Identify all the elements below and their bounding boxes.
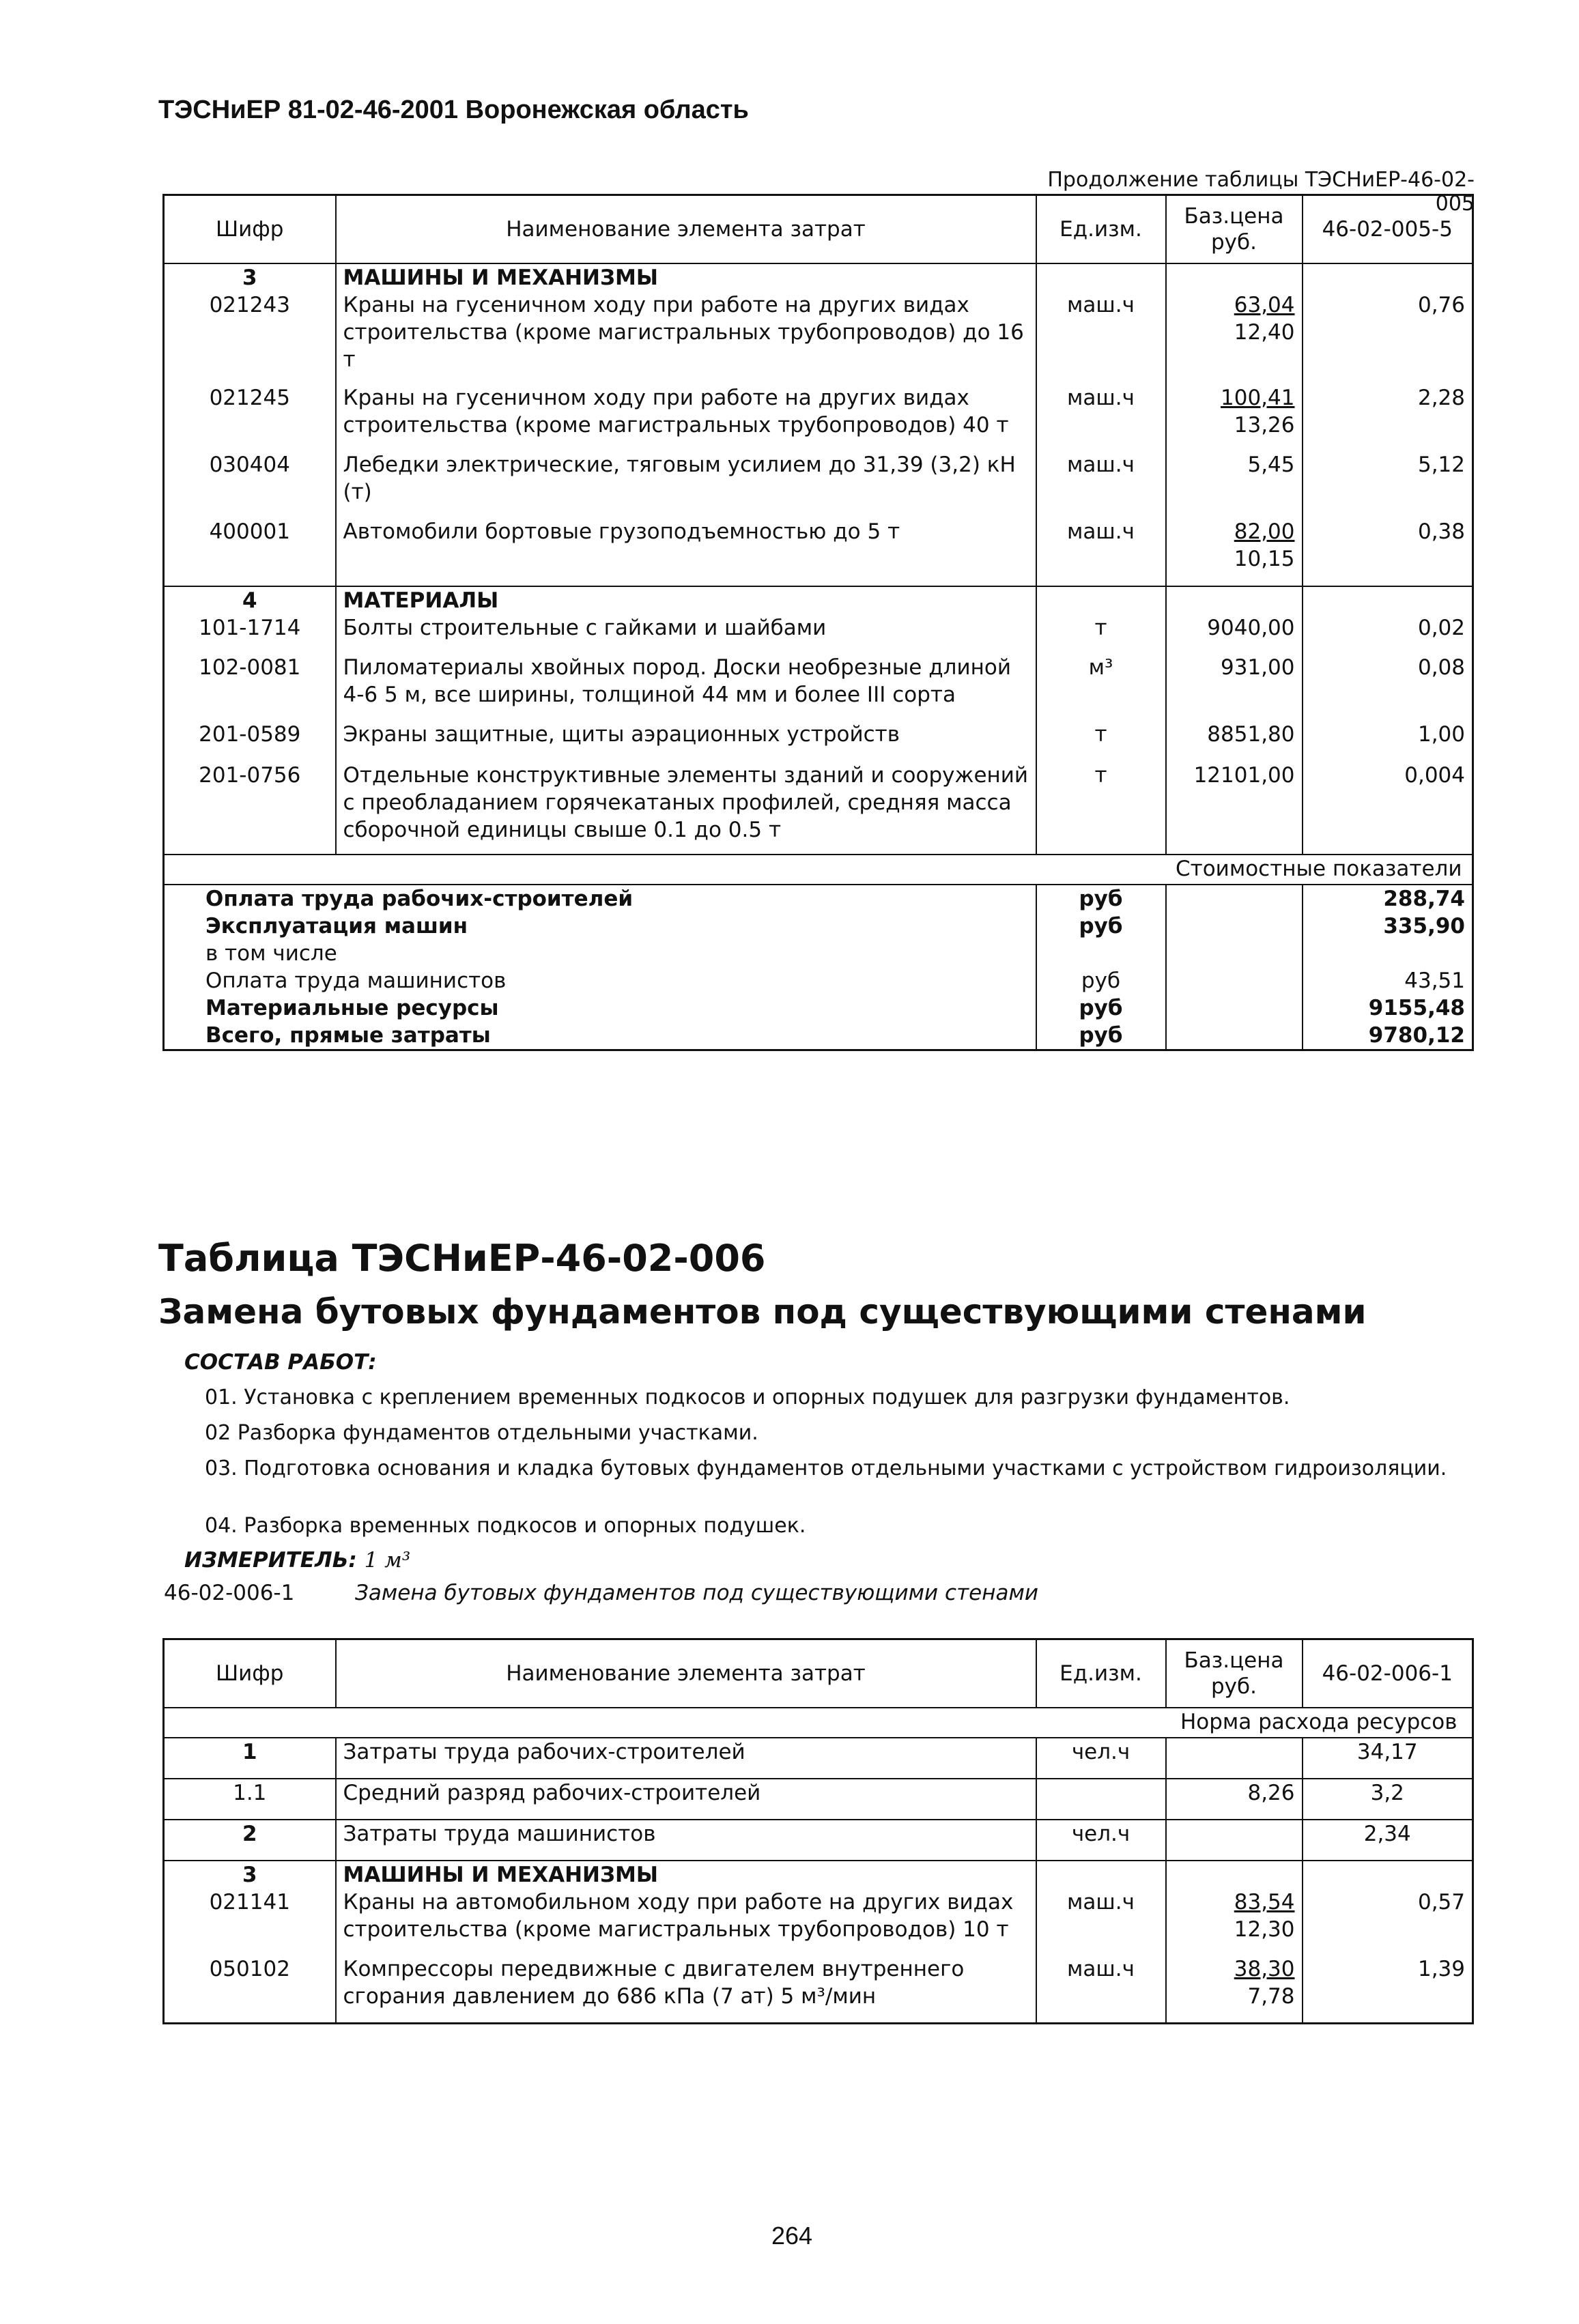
- cost-row: Эксплуатация машин руб 335,90: [164, 913, 1473, 940]
- section-row: [164, 1861, 1473, 1889]
- section-row: [164, 263, 1473, 291]
- meter-value: 1 м³: [364, 1548, 411, 1573]
- cost-row: Оплата труда рабочих-строителей руб 288,74: [164, 885, 1473, 913]
- work-item: 02 Разборка фундаментов отдельными участками.: [205, 1421, 758, 1445]
- document-header: ТЭСНиЕР 81-02-46-2001 Воронежская область: [158, 96, 749, 124]
- meter: [184, 1548, 410, 1573]
- cost-row: Всего, прямые затраты руб 9780,12: [164, 1022, 1473, 1050]
- section-title: МАШИНЫ И МЕХАНИЗМЫ: [336, 1861, 1036, 1889]
- table-row: 400001 Автомобили бортовые грузоподъемностью до 5 т маш.ч 82,00 10,15 0,38: [164, 518, 1473, 586]
- table-46-02-006: [162, 1638, 1474, 2024]
- section-number: 3: [242, 265, 257, 290]
- cost-caption-row: [164, 855, 1473, 885]
- norm-name: Замена бутовых фундаментов под существующими стенами: [355, 1581, 1039, 1605]
- work-item: 03. Подготовка основания и кладка бутовых фундаментов отдельными участками с устройством гидроизоляции.: [205, 1457, 1447, 1480]
- table-row: 021141 Краны на автомобильном ходу при работе на других видах строительства (кроме магистральных трубопроводов) 10 т маш.ч 83,54 12,30 0,57: [164, 1889, 1473, 1955]
- table-row: 050102 Компрессоры передвижные с двигателем внутреннего сгорания давлением до 686 кПа (7 ат) 5 м³/мин маш.ч 38,30 7,78 1,39: [164, 1955, 1473, 2024]
- page-number: 264: [771, 2222, 813, 2250]
- table-row: 021243 Краны на гусеничном ходу при работе на других видах строительства (кроме магистральных трубопроводов) до 16 т маш.ч 63,04 12,40 0,76: [164, 291, 1473, 384]
- section-number: 4: [242, 588, 257, 613]
- work-item: 01. Установка с креплением временных подкосов и опорных подушек для разгрузки фундаментов.: [205, 1386, 1290, 1409]
- section-title: МАШИНЫ И МЕХАНИЗМЫ: [336, 263, 1036, 291]
- cost-caption: Стоимостные показатели: [1176, 856, 1462, 881]
- table-row: 2 Затраты труда машинистов чел.ч 2,34: [164, 1820, 1473, 1861]
- table-subtitle: Замена бутовых фундаментов под существующими стенами: [158, 1292, 1367, 1332]
- continuation-caption: Продолжение таблицы ТЭСНиЕР-46-02-005: [1047, 168, 1475, 216]
- table-row: 030404 Лебедки электрические, тяговым усилием до 31,39 (3,2) кН (т) маш.ч 5,45 5,12: [164, 451, 1473, 518]
- table-row: 021245 Краны на гусеничном ходу при работе на других видах строительства (кроме магистральных трубопроводов) 40 т маш.ч 100,41 13,26 2,28: [164, 384, 1473, 451]
- header-code: Шифр: [164, 195, 336, 263]
- section-title: МАТЕРИАЛЫ: [336, 586, 1036, 614]
- table-row: 1 Затраты труда рабочих-строителей чел.ч 34,17: [164, 1738, 1473, 1779]
- meter-label: ИЗМЕРИТЕЛЬ:: [184, 1548, 357, 1573]
- work-composition-heading: СОСТАВ РАБОТ:: [184, 1350, 377, 1375]
- section-number: 3: [242, 1862, 257, 1887]
- table-title: Таблица ТЭСНиЕР-46-02-006: [158, 1237, 766, 1280]
- header-unit: Ед.изм.: [1036, 1639, 1166, 1708]
- header-code: Шифр: [164, 1639, 336, 1708]
- table-row: 1.1 Средний разряд рабочих-строителей 8,26 3,2: [164, 1779, 1473, 1820]
- norm-caption: Норма расхода ресурсов: [1180, 1709, 1457, 1734]
- header-norm: 46-02-005-5: [1303, 195, 1473, 263]
- header-price: Баз.цена руб.: [1166, 1639, 1303, 1708]
- header-name: Наименование элемента затрат: [336, 195, 1036, 263]
- norm-caption-row: [164, 1708, 1473, 1738]
- table-row: 201-0589 Экраны защитные, щиты аэрационных устройств т 8851,80 1,00: [164, 721, 1473, 762]
- table-row: 201-0756 Отдельные конструктивные элементы зданий и сооружений с преобладанием горячекатаных профилей, средняя масса сборочной единицы свыше 0.1 до 0.5 т т 12101,00 0,004: [164, 762, 1473, 855]
- cost-row: Материальные ресурсы руб 9155,48: [164, 994, 1473, 1022]
- section-row: [164, 586, 1473, 614]
- table-row: 101-1714 Болты строительные с гайками и шайбами т 9040,00 0,02: [164, 614, 1473, 654]
- header-unit: Ед.изм.: [1036, 195, 1166, 263]
- header-name: Наименование элемента затрат: [336, 1639, 1036, 1708]
- table-46-02-005: [162, 194, 1474, 1051]
- cost-row: в том числе: [164, 940, 1473, 967]
- table-row: 102-0081 Пиломатериалы хвойных пород. Доски необрезные длиной 4-6 5 м, все ширины, толщиной 44 мм и более III сорта м³ 931,00 0,08: [164, 654, 1473, 721]
- cost-row: Оплата труда машинистов руб 43,51: [164, 967, 1473, 994]
- work-item: 04. Разборка временных подкосов и опорных подушек.: [205, 1514, 806, 1538]
- header-price: Баз.цена руб.: [1166, 195, 1303, 263]
- header-norm: 46-02-006-1: [1303, 1639, 1473, 1708]
- norm-code: 46-02-006-1: [164, 1581, 295, 1605]
